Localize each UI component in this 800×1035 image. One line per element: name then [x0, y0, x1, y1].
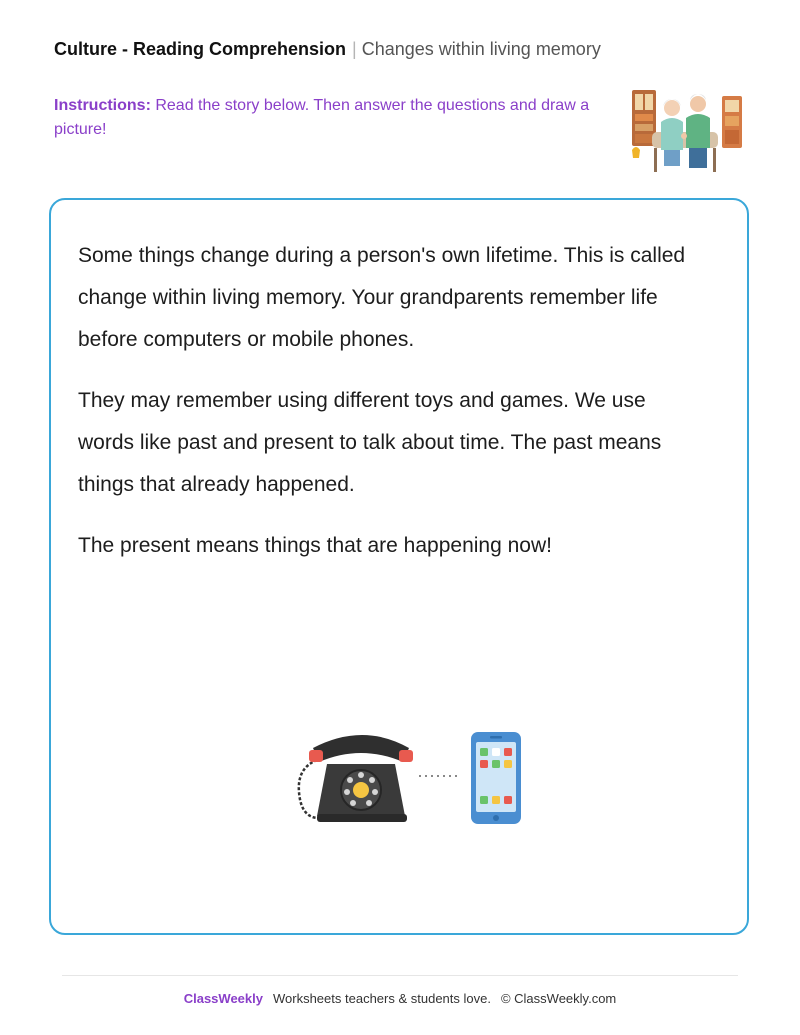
story-paragraph-2: They may remember using different toys and games. We use words like past and present to talk about time. The past means things that already happened.: [78, 389, 662, 496]
instructions-label: Instructions:: [54, 97, 151, 114]
worksheet-title: Culture - Reading Comprehension: [54, 39, 347, 59]
footer-copyright: © ClassWeekly.com: [500, 991, 617, 1006]
header-separator: |: [352, 39, 357, 59]
instructions: [54, 94, 594, 142]
story-paragraph-3: The present means things that are happening now!: [78, 534, 552, 557]
smartphone-icon: [471, 732, 521, 824]
footer: [0, 990, 800, 1008]
footer-divider: [62, 975, 738, 976]
story-text: [78, 235, 698, 586]
story-paragraph-1: Some things change during a person's own lifetime. This is called change within living memory. Your grandparents remember life before computers or mobile phones.: [78, 244, 686, 351]
story-box: [49, 198, 749, 935]
rotary-telephone-icon: [299, 735, 413, 822]
footer-brand: ClassWeekly: [183, 991, 263, 1006]
instructions-text: Read the story below. Then answer the questions and draw a picture!: [54, 97, 590, 138]
footer-tagline: Worksheets teachers & students love.: [272, 991, 491, 1006]
worksheet-header: [54, 38, 606, 62]
phones-illustration: [287, 728, 527, 832]
worksheet-subtitle: Changes within living memory: [361, 39, 601, 59]
grandparents-icon: [624, 84, 746, 178]
